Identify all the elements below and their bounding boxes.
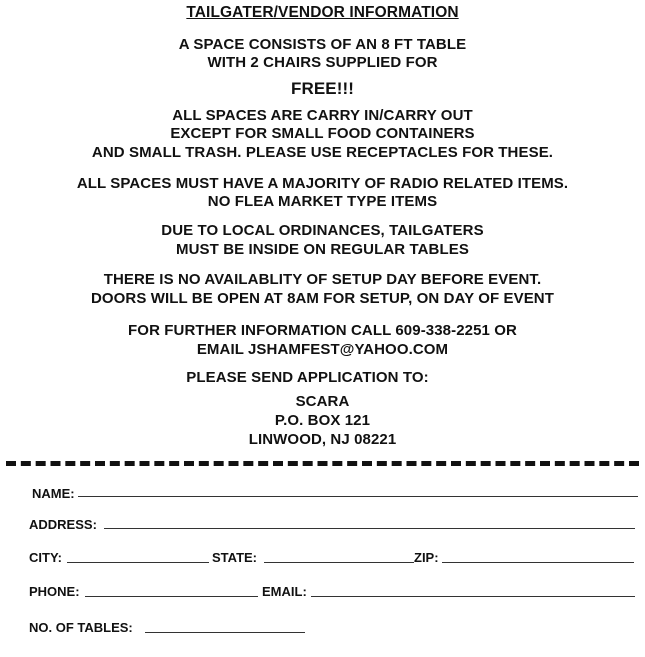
address-label: ADDRESS: xyxy=(29,517,97,532)
carry-rule-line3: AND SMALL TRASH. PLEASE USE RECEPTACLES FOR THESE. xyxy=(91,144,554,161)
contact-line1: FOR FURTHER INFORMATION CALL 609-338-2251 OR xyxy=(128,322,517,339)
city-field[interactable] xyxy=(67,562,209,563)
state-field[interactable] xyxy=(264,562,414,563)
phone-field[interactable] xyxy=(85,596,258,597)
zip-label: ZIP: xyxy=(414,550,439,565)
address-city: LINWOOD, NJ 08221 xyxy=(248,431,397,448)
space-description-line2: WITH 2 CHAIRS SUPPLIED FOR xyxy=(207,54,438,71)
city-label: CITY: xyxy=(29,550,62,565)
setup-line1: THERE IS NO AVAILABLITY OF SETUP DAY BEFORE EVENT. xyxy=(103,271,542,288)
name-label: NAME: xyxy=(32,486,75,501)
address-org: SCARA xyxy=(295,393,350,410)
send-to-heading: PLEASE SEND APPLICATION TO: xyxy=(186,369,429,386)
ordinance-line1: DUE TO LOCAL ORDINANCES, TAILGATERS xyxy=(161,222,484,239)
radio-rule-line2: NO FLEA MARKET TYPE ITEMS xyxy=(207,193,438,210)
email-label: EMAIL: xyxy=(262,584,307,599)
tables-field[interactable] xyxy=(145,632,305,633)
state-label: STATE: xyxy=(212,550,258,565)
address-field[interactable] xyxy=(104,528,635,529)
name-field[interactable] xyxy=(78,496,638,497)
page-title: TAILGATER/VENDOR INFORMATION xyxy=(186,4,459,21)
phone-label: PHONE: xyxy=(29,584,80,599)
setup-line2: DOORS WILL BE OPEN AT 8AM FOR SETUP, ON DAY OF EVENT xyxy=(90,290,555,307)
email-field[interactable] xyxy=(311,596,635,597)
ordinance-line2: MUST BE INSIDE ON REGULAR TABLES xyxy=(176,241,469,258)
space-description-line1: A SPACE CONSISTS OF AN 8 FT TABLE xyxy=(178,36,467,53)
carry-rule-line2: EXCEPT FOR SMALL FOOD CONTAINERS xyxy=(170,125,475,142)
address-pobox: P.O. BOX 121 xyxy=(274,412,371,429)
free-text: FREE!!! xyxy=(290,79,355,98)
radio-rule-line1: ALL SPACES MUST HAVE A MAJORITY OF RADIO RELATED ITEMS. xyxy=(76,175,569,192)
zip-field[interactable] xyxy=(442,562,634,563)
carry-rule-line1: ALL SPACES ARE CARRY IN/CARRY OUT xyxy=(172,107,473,124)
tables-label: NO. OF TABLES: xyxy=(29,620,133,635)
contact-line2: EMAIL JSHAMFEST@YAHOO.COM xyxy=(196,341,449,358)
cut-line-divider xyxy=(6,461,639,466)
